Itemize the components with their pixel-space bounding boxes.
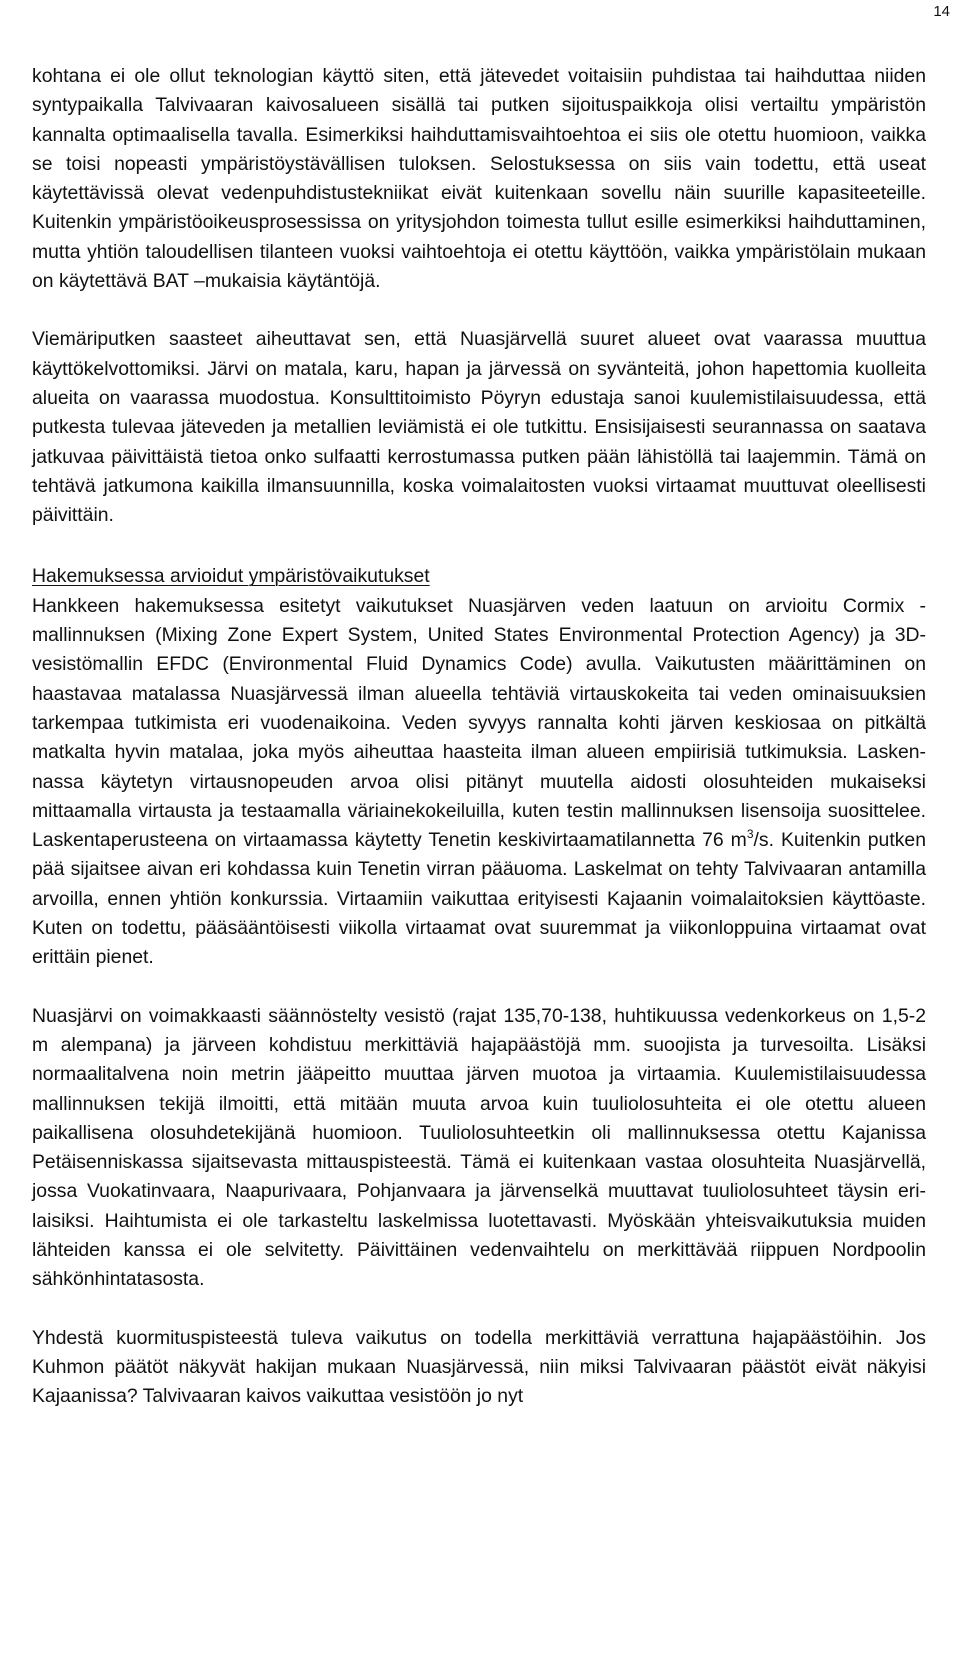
paragraph-pipe-pollution: Viemäriputken saasteet aiheuttavat sen, että Nuasjärvellä suuret alueet ovat vaarassa muuttua käyttökelvottomiksi. Järvi on matala, karu, hapan ja järvessä on syvänteitä, johon hapettomia kuolleita alueita on vaarassa muodostua. Konsulttitoimisto Pöyryn edustaja sanoi kuulemistilaisuudessa, että putkesta tulevaa jäteveden ja metallien leviämistä ei ole tutkittu. Ensisijaisesti seurannassa on saatava jatkuvaa päivittäistä tietoa onko sulfaatti kerrostumassa putken pään lähistöllä tai laajemmin. Tämä on tehtävä jatkumona kaikilla ilmansuunnilla, koska voimalaitosten vuoksi virtaamat muuttuvat oleellisesti päivittäin.	[32, 328, 926, 527]
unit-superscript: 3	[746, 827, 754, 842]
section-heading: Hakemuksessa arvioidut ympäristövaikutukset	[32, 565, 430, 588]
assessed-impacts-text-part-2: /s. Kuitenkin putken pää sijaitsee aivan eri kohdassa kuin Tenetin virran pääuoma. Laskelmat on tehty Talvivaaran antamilla arvoilla, ennen yhtiön konkurssia. Virtaamiin vaikuttaa erityisesti Kajaanin voimalaitoksien käyttöaste. Kuten on todettu, pääsääntöisesti viikolla virtaamat ovat suuremmat ja viikonloppuina virtaamat ovat erittäin pienet.	[32, 829, 926, 969]
paragraph-technology-use: kohtana ei ole ollut teknologian käyttö siten, että jätevedet voitaisiin puhdistaa tai haihduttaa niiden syntypaikalla Talvivaaran kaivosalueen sisällä tai putken sijoituspaikkoja olisi vertailtu ympäristön kannalta optimaalisella tavalla. Esimerkiksi haihduttamisvaihtoehtoa ei siis ole otettu huomioon, vaikka se toisi nopeasti ympäristöystävällisen tuloksen. Selostuksessa on siis vain todettu, että useat käytettävissä olevat vedenpuhdistustekniikat eivät kuitenkaan sovellu näin suurille kapasiteeteille. Kuitenkin ympäristöoikeusprosessissa on yritysjohdon toimesta tullut esille esimerkiksi haihduttaminen, mutta yhtiön taloudellisen tilanteen vuoksi vaihtoehtoja ei otettu käyttöön, vaikka ympäristölain mukaan on käytettävä BAT –mukaisia käytäntöjä.	[32, 65, 926, 293]
document-body	[32, 62, 926, 1411]
paragraph-single-load-point: Yhdestä kuormituspisteestä tuleva vaikutus on todella merkittäviä verrattuna hajapäästöihin. Jos Kuhmon päätöt näkyvät hakijan mukaan Nuasjärvessä, niin miksi Talvivaaran päästöt eivät näkyisi Kajaanissa? Talvivaaran kaivos vaikuttaa vesistöön jo nyt	[32, 1326, 926, 1408]
paragraph-assessed-impacts	[32, 592, 926, 973]
assessed-impacts-text-part-1: Hankkeen hakemuksessa esitetyt vaikutukset Nuasjärven veden laatuun on arvioitu Cormix -mallinnuksen (Mixing Zone Expert System, United States Environmental Protection Agency) ja 3D-vesistömallin EFDC (Environmental Fluid Dynamics Code) avulla. Vaikutusten määrittäminen on haastavaa matalassa Nuasjärvessä ilman alueella tehtäviä virtauskokeita tai veden ominaisuuksien tarkempaa tutkimista eri vuodenaikoina. Veden syvyys rannalta kohti järven keskiosaa on pitkältä matkalta hyvin matalaa, joka myös aiheuttaa haasteita ilman alueen empiirisiä tutkimuksia. Laskennassa käytetyn virtausnopeuden arvoa olisi pitänyt muutella aidosti olosuhteiden mukaiseksi mittaamalla virtausta ja testaamalla väriainekokeiluilla, kuten testin mallinnuksen lisensoija suosittelee. Laskentaperusteena on virtaamassa käytetty Tenetin keskivirtaamatilannetta 76 m	[32, 594, 926, 852]
page-number: 14	[933, 3, 950, 20]
paragraph-regulated-watercourse: Nuasjärvi on voimakkaasti säännöstelty vesistö (rajat 135,70-138, huhtikuussa vedenkorkeus on 1,5-2 m alempana) ja järveen kohdistuu merkittäviä hajapäästöjä mm. suoojista ja turvesoilta. Lisäksi normaalitalvena noin metrin jääpeitto muuttaa järven muotoa ja virtaamia. Kuulemistilaisuudessa mallinnuksen tekijä ilmoitti, että mitään muuta arvoa kuin tuuliolosuhteita ei ole otettu alueen paikallisena olosuhdetekijänä huomioon. Tuuliolosuhteetkin oli mallinnuksessa otettu Kajanissa Petäisenniskassa sijaitsevasta mittauspisteestä. Tämä ei kuitenkaan vastaa olosuhteita Nuasjärvellä, jossa Vuokatinvaara, Naapurivaara, Pohjanvaara ja järvenselkä muuttavat tuuliolosuhteet täysin erilaisiksi. Haihtumista ei ole tarkasteltu laskelmissa luotettavasti. Myöskään yhteisvaikutuksia muiden lähteiden kanssa ei ole selvitetty. Päivittäinen vedenvaihtelu on merkittävää riippuen Nordpoolin sähkönhintatasosta.	[32, 1004, 926, 1291]
